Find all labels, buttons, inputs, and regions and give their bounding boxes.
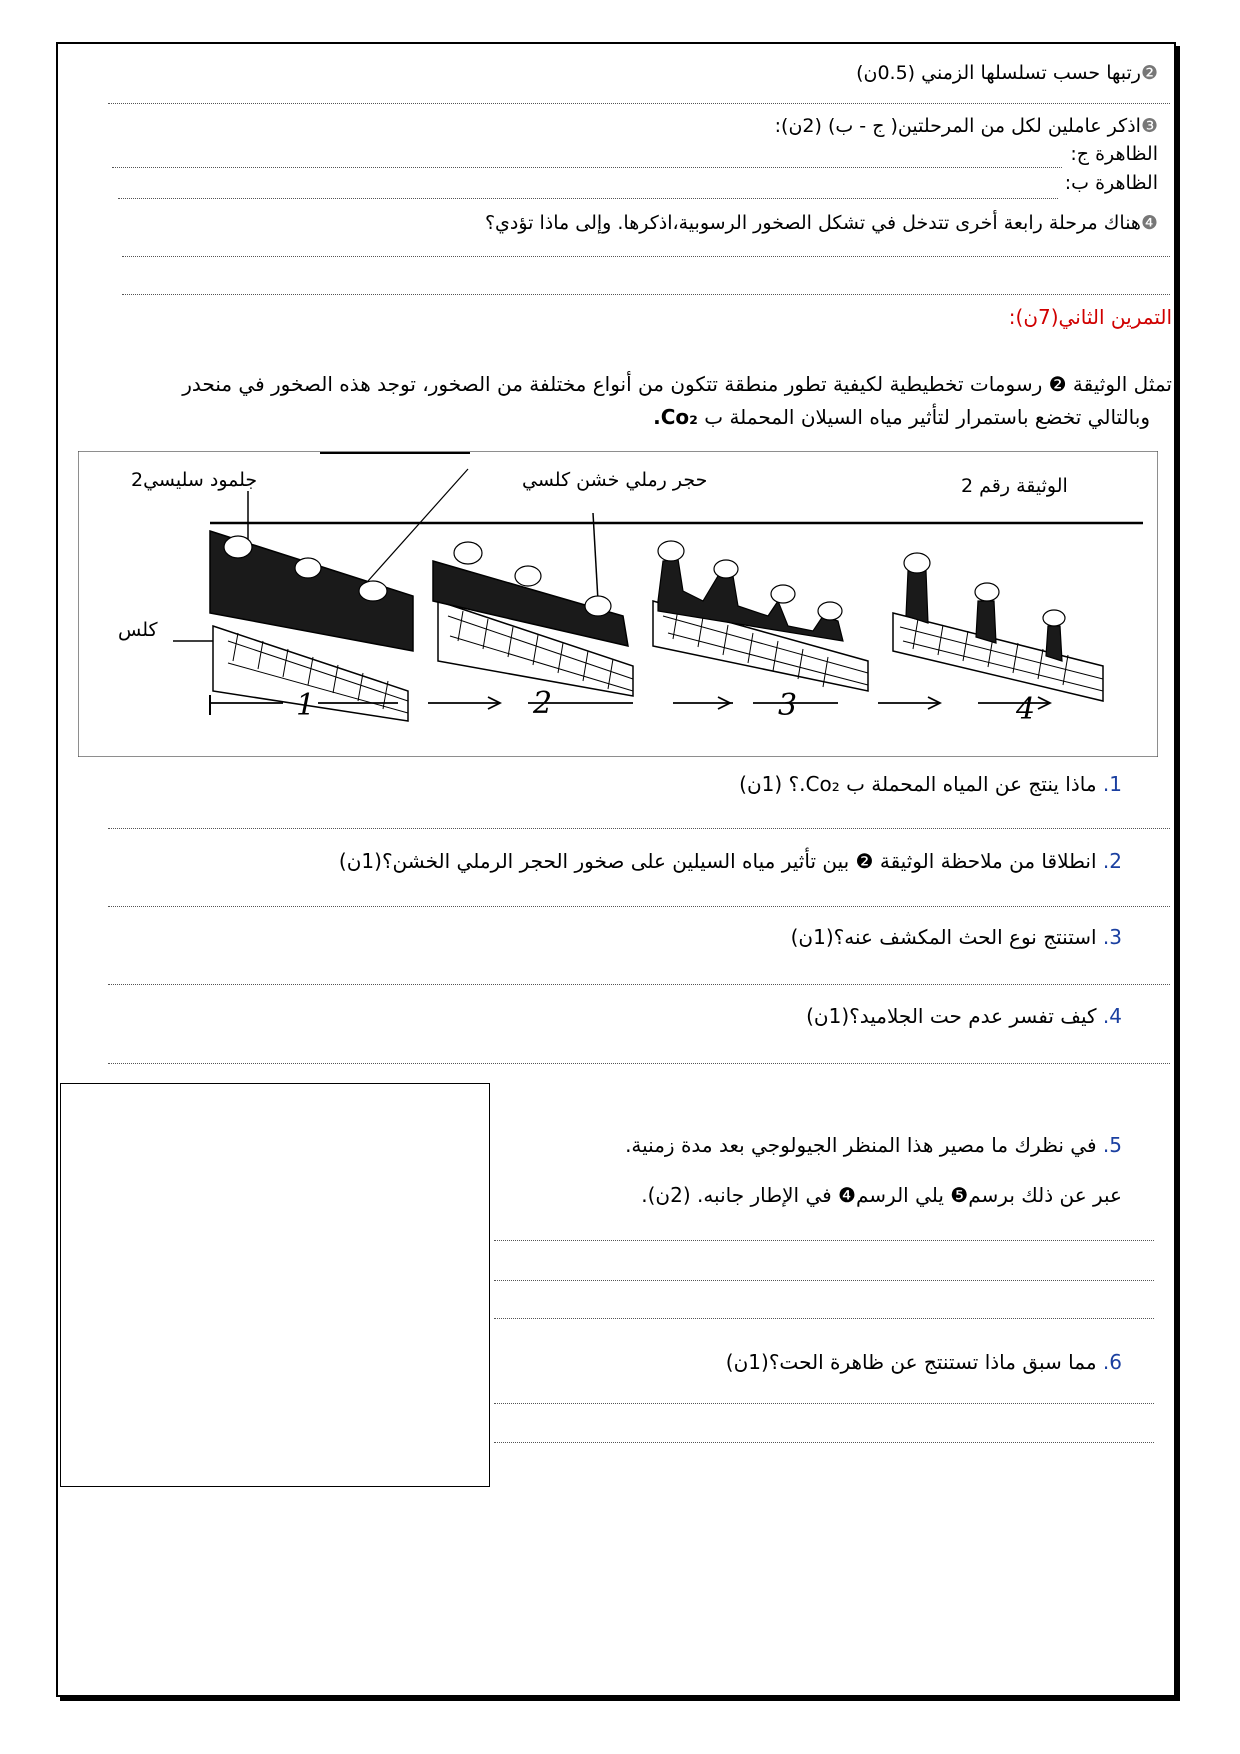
- question-item-1: [739, 772, 1122, 796]
- question-text: كيف تفسر عدم حت الجلاميد؟(1ن): [806, 1004, 1097, 1028]
- question-item-2: [339, 849, 1122, 873]
- stage-label-2: 2: [533, 686, 553, 721]
- question-text: في نظرك ما مصير هذا المنظر الجيولوجي بعد مدة زمنية.: [625, 1133, 1097, 1157]
- stage-2-block: [433, 542, 633, 696]
- exercise-intro-line-2: [653, 405, 1150, 429]
- answer-line[interactable]: [108, 906, 1170, 907]
- stage-4-block: [893, 553, 1103, 701]
- question-number: 3.: [1102, 925, 1122, 949]
- answer-line[interactable]: [494, 1318, 1154, 1319]
- limestone-label: كلس: [118, 619, 158, 641]
- question-number: 2.: [1102, 849, 1122, 873]
- exercise-2-title: التمرين الثاني(7ن):: [1008, 305, 1172, 329]
- boulder: [975, 583, 999, 601]
- answer-line[interactable]: [112, 167, 1062, 168]
- question-item-3: [791, 925, 1122, 949]
- question-number: 1.: [1102, 772, 1122, 796]
- answer-line[interactable]: [118, 198, 1058, 199]
- question-3: [775, 115, 1158, 137]
- phenomenon-b-label: الظاهرة ب:: [1064, 172, 1158, 194]
- question-3-text: اذكر عاملين لكل من المرحلتين( ج - ب) (2ن):: [774, 115, 1141, 137]
- phenomenon-j-label: الظاهرة ج:: [1070, 143, 1158, 165]
- stage-label-1: 1: [296, 688, 316, 723]
- document-2-figure: [78, 451, 1158, 757]
- stage-label-3: 3: [778, 688, 798, 723]
- question-4-number: ❹: [1140, 212, 1158, 234]
- boulder: [224, 536, 252, 558]
- answer-line[interactable]: [494, 1280, 1154, 1281]
- co2-formula: Co₂.: [653, 405, 698, 429]
- answer-line[interactable]: [122, 294, 1170, 295]
- question-4-text: هناك مرحلة رابعة أخرى تتدخل في تشكل الصخور الرسوبية،اذكرها. وإلى ماذا تؤدي؟: [484, 212, 1141, 234]
- question-2-number: ❷: [1140, 62, 1158, 84]
- sandstone-label: حجر رملي خشن كلسي: [522, 469, 708, 491]
- pillar-4b: [976, 601, 996, 643]
- question-5-continuation: عبر عن ذلك برسم❺ يلي الرسم❹ في الإطار جانبه. (2ن).: [641, 1183, 1122, 1207]
- boulder: [658, 541, 684, 561]
- question-2: [856, 62, 1158, 84]
- boulder: [1043, 610, 1065, 626]
- question-item-6: [726, 1350, 1122, 1374]
- boulder: [295, 558, 321, 578]
- figure-doc-label: الوثيقة رقم 2: [961, 475, 1068, 497]
- boulder-label: جلمود سليسي2: [131, 469, 258, 491]
- sandstone-pointer-2: [593, 513, 598, 601]
- boulder: [771, 585, 795, 603]
- question-number: 5.: [1102, 1133, 1122, 1157]
- question-text: انطلاقا من ملاحظة الوثيقة ❷ بين تأثير مياه السيلين على صخور الحجر الرملي الخشن؟(1ن): [338, 849, 1097, 873]
- boulder: [585, 596, 611, 616]
- answer-line[interactable]: [108, 1063, 1170, 1064]
- question-3-number: ❸: [1140, 115, 1158, 137]
- answer-line[interactable]: [108, 984, 1170, 985]
- answer-line[interactable]: [494, 1240, 1154, 1241]
- boulder: [359, 581, 387, 601]
- question-4: [485, 212, 1158, 234]
- boulder: [515, 566, 541, 586]
- answer-line[interactable]: [494, 1442, 1154, 1443]
- drawing-frame[interactable]: [60, 1083, 490, 1487]
- answer-line[interactable]: [494, 1403, 1154, 1404]
- sandstone-pointer-1: [368, 469, 468, 581]
- limestone-bed-4: [893, 613, 1103, 701]
- question-2-text: رتبها حسب تسلسلها الزمني (0.5ن): [856, 62, 1141, 84]
- stage-label-4: 4: [1016, 692, 1036, 727]
- question-text: مما سبق ماذا تستنتج عن ظاهرة الحت؟(1ن): [725, 1350, 1097, 1374]
- question-text: ماذا ينتج عن المياه المحملة ب Co₂.؟ (1ن): [739, 772, 1097, 796]
- question-number: 6.: [1102, 1350, 1122, 1374]
- pillar-4a: [906, 571, 928, 623]
- boulder: [454, 542, 482, 564]
- answer-line[interactable]: [108, 828, 1170, 829]
- stage-3-block: [653, 541, 868, 691]
- question-number: 4.: [1102, 1004, 1122, 1028]
- question-item-5: [625, 1133, 1122, 1157]
- boulder: [904, 553, 930, 573]
- question-text: استنتج نوع الحث المكشف عنه؟(1ن): [790, 925, 1097, 949]
- answer-line[interactable]: [122, 256, 1170, 257]
- answer-line[interactable]: [108, 103, 1170, 104]
- pillar-4c: [1046, 626, 1062, 661]
- boulder: [714, 560, 738, 578]
- exercise-intro-line-1: تمثل الوثيقة ❷ رسومات تخطيطية لكيفية تطور منطقة تتكون من أنواع مختلفة من الصخور، توجد هذه الصخور في منحدر: [182, 372, 1172, 396]
- intro-line-2-text: وبالتالي تخضع باستمرار لتأثير مياه السيلان المحملة ب: [704, 405, 1150, 429]
- question-item-4: [806, 1004, 1122, 1028]
- boulder: [818, 602, 842, 620]
